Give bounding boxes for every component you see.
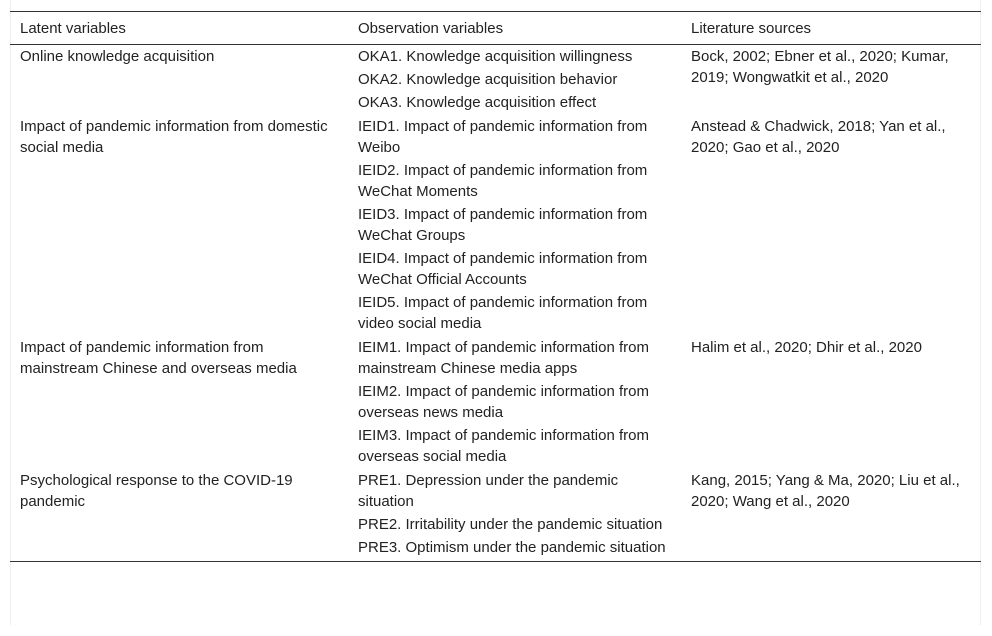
literature-sources-cell: Kang, 2015; Yang & Ma, 2020; Liu et al., 2020; Wang et al., 2020	[681, 469, 981, 562]
observation-item: OKA2. Knowledge acquisition behavior	[358, 71, 618, 88]
observation-item: IEIM2. Impact of pandemic information from overseas news media	[358, 383, 649, 421]
observation-item: PRE2. Irritability under the pandemic situation	[358, 516, 663, 533]
table-header-row	[10, 12, 981, 45]
observation-item: IEID1. Impact of pandemic information from Weibo	[358, 118, 648, 156]
observation-item: OKA1. Knowledge acquisition willingness	[358, 48, 633, 65]
header-literature-sources: Literature sources	[681, 12, 981, 45]
header-observation-variables: Observation variables	[348, 12, 681, 45]
observation-variables-cell	[348, 115, 681, 336]
literature-sources-cell: Halim et al., 2020; Dhir et al., 2020	[691, 339, 922, 356]
observation-item: IEID4. Impact of pandemic information from WeChat Official Accounts	[358, 250, 648, 288]
observation-item: OKA3. Knowledge acquisition effect	[358, 94, 597, 111]
header-latent-variables: Latent variables	[10, 12, 348, 45]
observation-variables-cell	[348, 45, 681, 116]
observation-item: PRE1. Depression under the pandemic situation	[358, 472, 619, 510]
literature-sources-cell: Anstead & Chadwick, 2018; Yan et al., 2020; Gao et al., 2020	[691, 118, 946, 156]
latent-variable-cell: Online knowledge acquisition	[20, 48, 215, 65]
observation-item: IEIM1. Impact of pandemic information from mainstream Chinese media apps	[358, 339, 649, 377]
variables-table	[10, 11, 981, 562]
table-row	[10, 336, 981, 469]
table-row	[10, 45, 981, 116]
observation-item: IEIM3. Impact of pandemic information from overseas social media	[358, 427, 649, 465]
table-row	[10, 469, 981, 562]
observation-item: PRE3. Optimism under the pandemic situation	[358, 539, 666, 556]
observation-variables-cell	[348, 469, 681, 562]
observation-item: IEID5. Impact of pandemic information from video social media	[358, 294, 648, 332]
latent-variable-cell: Impact of pandemic information from mainstream Chinese and overseas media	[20, 339, 297, 377]
observation-item: IEID3. Impact of pandemic information from WeChat Groups	[358, 206, 648, 244]
observation-variables-cell	[348, 336, 681, 469]
observation-item: IEID2. Impact of pandemic information from WeChat Moments	[358, 162, 648, 200]
latent-variable-cell: Psychological response to the COVID-19 pandemic	[10, 469, 348, 562]
table-row	[10, 115, 981, 336]
literature-sources-cell: Bock, 2002; Ebner et al., 2020; Kumar, 2019; Wongwatkit et al., 2020	[691, 48, 949, 86]
latent-variable-cell: Impact of pandemic information from domestic social media	[20, 118, 328, 156]
